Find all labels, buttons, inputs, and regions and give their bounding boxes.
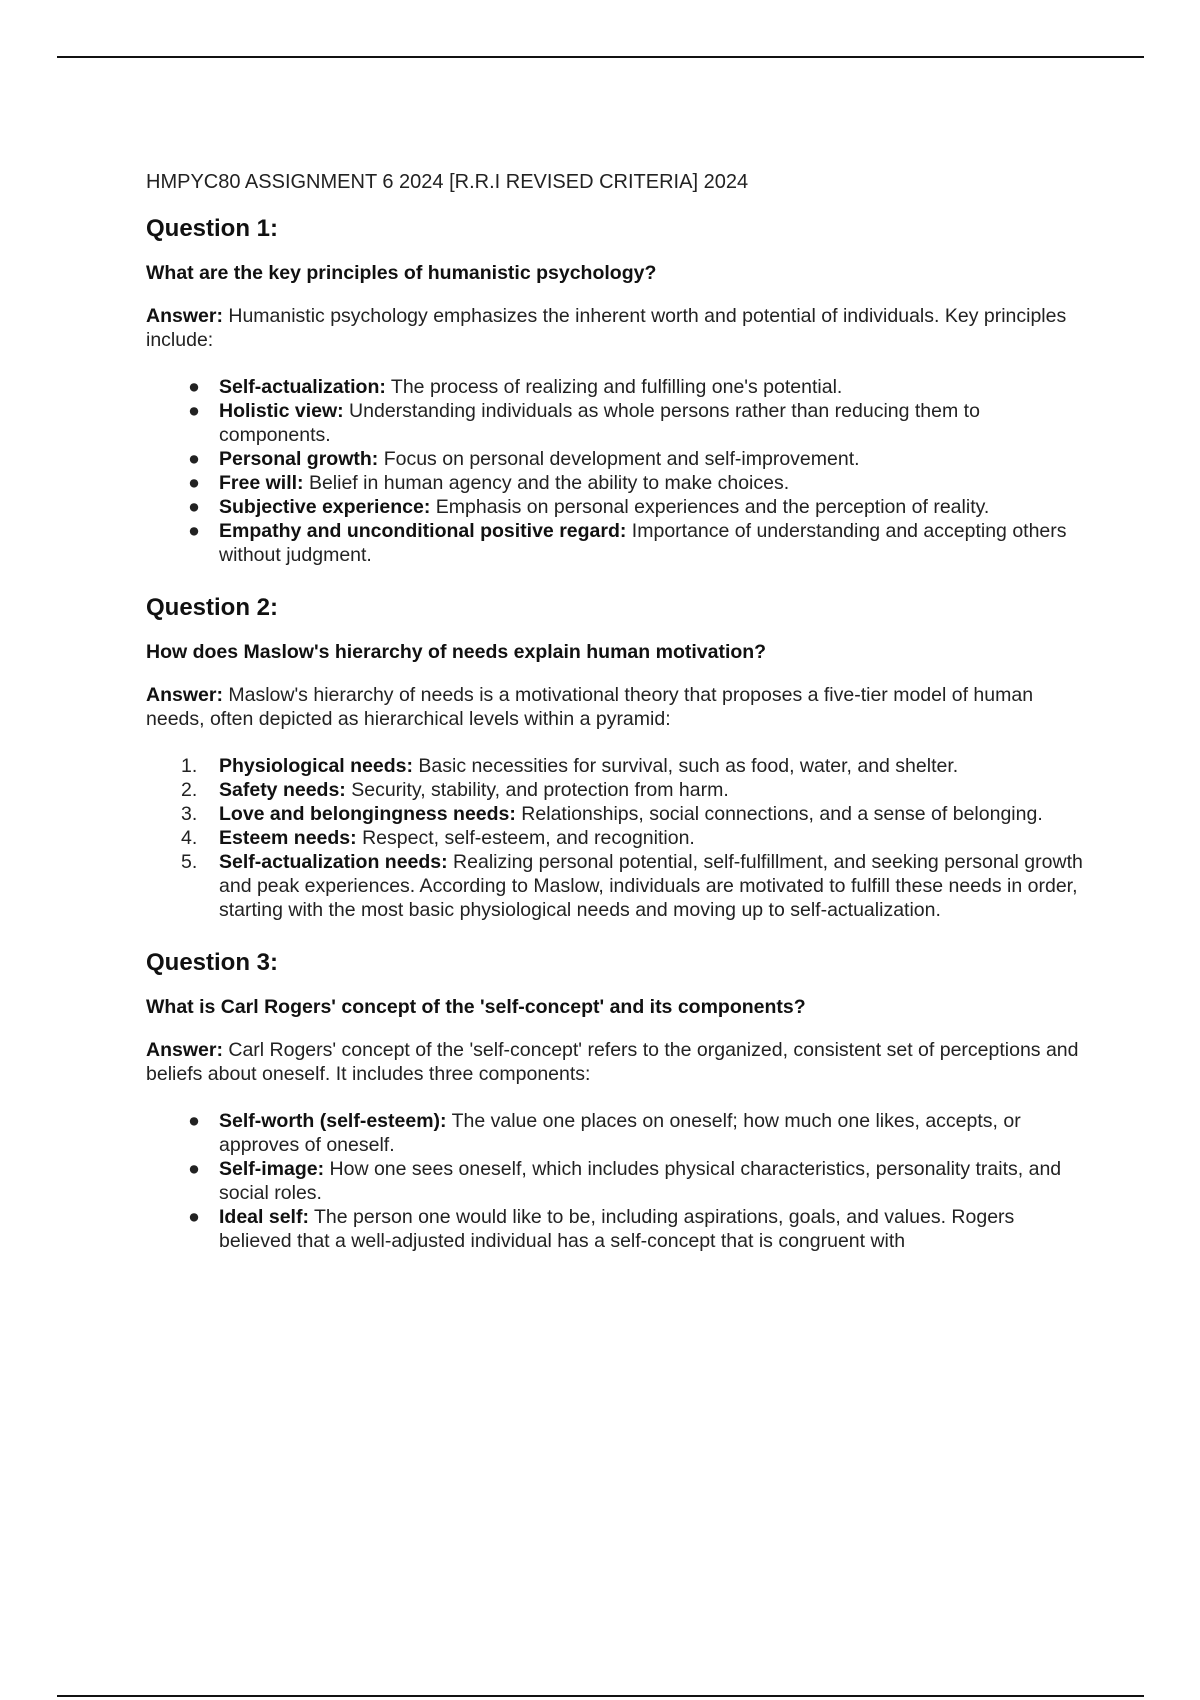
answer-paragraph (146, 1038, 1086, 1086)
bullet-icon: ● (188, 520, 200, 542)
list-item (146, 1109, 1086, 1157)
top-rule (57, 56, 1144, 58)
needs-list (146, 754, 1086, 922)
bullet-icon: ● (188, 448, 200, 470)
answer-text: Carl Rogers' concept of the 'self-concept' refers to the organized, consistent set of perceptions and beliefs about oneself. It includes three components: (146, 1039, 1079, 1085)
question-prompt: What is Carl Rogers' concept of the 'self-concept' and its components? (146, 996, 806, 1018)
list-item (146, 447, 1086, 471)
list-item (146, 754, 1086, 778)
item-term: Self-actualization needs: (219, 851, 448, 873)
question-2 (146, 593, 1086, 922)
list-item (146, 826, 1086, 850)
item-text: Relationships, social connections, and a sense of belonging. (515, 803, 1043, 825)
answer-paragraph (146, 683, 1086, 731)
item-text: The value one places on oneself; how much one likes, accepts, or approves of oneself. (219, 1110, 1021, 1156)
list-item (146, 1157, 1086, 1205)
item-text: Importance of understanding and accepting others without judgment. (219, 520, 1067, 566)
question-prompt: How does Maslow's hierarchy of needs explain human motivation? (146, 641, 767, 663)
bullet-icon: ● (188, 400, 200, 422)
bottom-rule (57, 1695, 1144, 1697)
bullet-icon: ● (188, 472, 200, 494)
item-text: Emphasis on personal experiences and the perception of reality. (430, 496, 990, 518)
item-number: 3. (181, 803, 198, 825)
item-number: 1. (181, 755, 198, 777)
list-item (146, 850, 1086, 922)
list-item (146, 375, 1086, 399)
item-term: Subjective experience: (219, 496, 431, 518)
question-heading: Question 1: (146, 215, 279, 242)
item-number: 5. (181, 851, 198, 873)
item-number: 4. (181, 827, 198, 849)
item-text: How one sees oneself, which includes physical characteristics, personality traits, and social roles. (219, 1158, 1062, 1204)
bullet-icon: ● (188, 1206, 200, 1228)
item-text: The process of realizing and fulfilling one's potential. (385, 376, 843, 398)
item-text: Security, stability, and protection from harm. (345, 779, 729, 801)
list-item (146, 471, 1086, 495)
question-1 (146, 214, 1086, 567)
list-item (146, 802, 1086, 826)
question-heading: Question 3: (146, 949, 279, 976)
answer-paragraph (146, 304, 1086, 352)
item-term: Safety needs: (219, 779, 346, 801)
item-term: Self-worth (self-esteem): (219, 1110, 447, 1132)
item-term: Esteem needs: (219, 827, 357, 849)
item-text: Basic necessities for survival, such as food, water, and shelter. (412, 755, 959, 777)
item-term: Physiological needs: (219, 755, 413, 777)
item-term: Personal growth: (219, 448, 379, 470)
principles-list (146, 375, 1086, 567)
item-term: Empathy and unconditional positive regard: (219, 520, 627, 542)
item-text: Understanding individuals as whole persons rather than reducing them to components. (219, 400, 980, 446)
answer-text: Humanistic psychology emphasizes the inherent worth and potential of individuals. Key principles include: (146, 305, 1067, 351)
item-text: The person one would like to be, including aspirations, goals, and values. Rogers believed that a well-adjusted individual has a self-concept that is congruent with (219, 1206, 1015, 1252)
bullet-icon: ● (188, 496, 200, 518)
document-body (146, 168, 1086, 1279)
question-prompt: What are the key principles of humanistic psychology? (146, 262, 657, 284)
list-item (146, 519, 1086, 567)
list-item (146, 399, 1086, 447)
item-term: Ideal self: (219, 1206, 309, 1228)
answer-text: Maslow's hierarchy of needs is a motivational theory that proposes a five-tier model of human needs, often depicted as hierarchical levels within a pyramid: (146, 684, 1034, 730)
item-text: Realizing personal potential, self-fulfillment, and seeking personal growth and peak experiences. According to Maslow, individuals are motivated to fulfill these needs in order, starting with the most basic physiological needs and moving up to self-actualization. (219, 851, 1083, 921)
item-number: 2. (181, 779, 198, 801)
question-3 (146, 948, 1086, 1253)
answer-label: Answer: (146, 684, 223, 706)
document-title: HMPYC80 ASSIGNMENT 6 2024 [R.R.I REVISED CRITERIA] 2024 (146, 171, 749, 193)
self-concept-list (146, 1109, 1086, 1253)
question-heading: Question 2: (146, 594, 279, 621)
item-term: Free will: (219, 472, 304, 494)
answer-label: Answer: (146, 305, 223, 327)
item-term: Self-actualization: (219, 376, 386, 398)
item-text: Respect, self-esteem, and recognition. (356, 827, 695, 849)
list-item (146, 1205, 1086, 1253)
list-item (146, 495, 1086, 519)
list-item (146, 778, 1086, 802)
item-text: Belief in human agency and the ability to make choices. (303, 472, 790, 494)
bullet-icon: ● (188, 1110, 200, 1132)
item-text: Focus on personal development and self-improvement. (378, 448, 860, 470)
item-term: Self-image: (219, 1158, 325, 1180)
item-term: Love and belongingness needs: (219, 803, 516, 825)
bullet-icon: ● (188, 1158, 200, 1180)
answer-label: Answer: (146, 1039, 223, 1061)
bullet-icon: ● (188, 376, 200, 398)
item-term: Holistic view: (219, 400, 344, 422)
